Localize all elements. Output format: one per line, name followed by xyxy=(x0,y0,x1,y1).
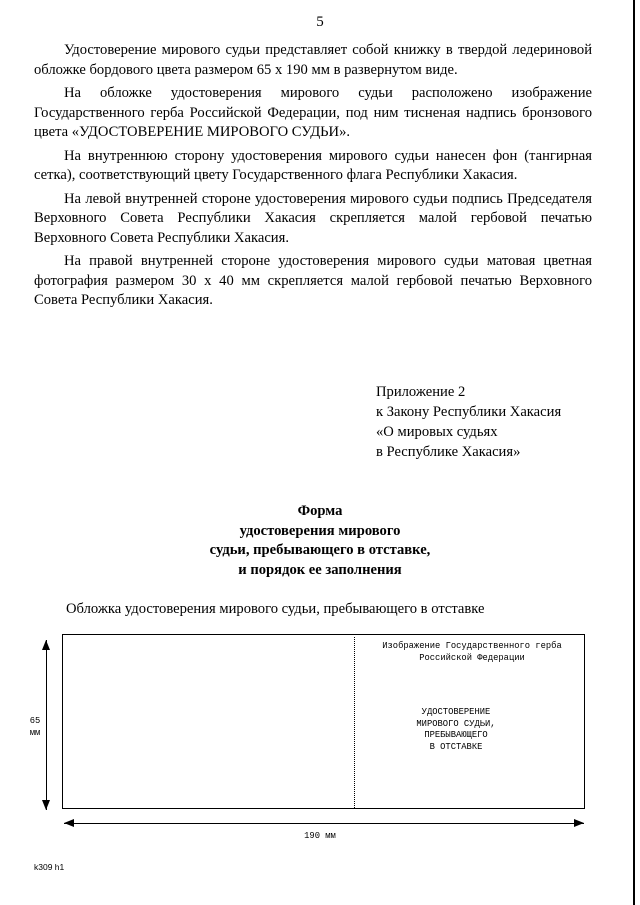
width-dimension-line xyxy=(64,823,584,824)
coat-of-arms-placeholder xyxy=(366,641,578,664)
cover-title-line-3: ПРЕБЫВАЮЩЕГО xyxy=(424,730,488,740)
height-dimension-label xyxy=(22,716,48,739)
form-title-line-1: Форма xyxy=(297,503,343,519)
cover-caption: Обложка удостоверения мирового судьи, пребывающего в отставке xyxy=(66,601,485,617)
gerb-line-1: Изображение Государственного герба xyxy=(382,641,562,651)
appendix-line-4: в Республике Хакасия» xyxy=(376,444,521,460)
paragraph-4: На левой внутренней стороне удостоверения мирового судьи подпись Председателя Верховного Совета Республики Хакасия скрепляется малой гербовой печатью Верховного Совета Республики Хакасия. xyxy=(34,190,592,246)
arrow-down-icon xyxy=(42,800,50,810)
paragraph-1: Удостоверение мирового судьи представляет собой книжку в твердой ледериновой обложке бордового цвета размером 65 х 190 мм в развернутом виде. xyxy=(34,42,592,78)
form-title-line-2: удостоверения мирового xyxy=(239,522,401,539)
page-edge-rule xyxy=(633,0,635,905)
cover-inscription xyxy=(398,707,514,753)
form-title xyxy=(0,502,640,580)
arrow-up-icon xyxy=(42,640,50,650)
page-number: 5 xyxy=(316,14,324,30)
body-text xyxy=(34,41,592,315)
footer-document-code: k309 h1 xyxy=(34,862,65,872)
appendix-line-1: Приложение 2 xyxy=(376,384,466,400)
cover-title-line-1: УДОСТОВЕРЕНИЕ xyxy=(421,707,491,717)
paragraph-2: На обложке удостоверения мирового судьи расположено изображение Государственного герба Российской Федерации, под ним тисненая надпись бронзового цвета «УДОСТОВЕРЕНИЕ МИРОВОГО СУДЬИ». xyxy=(34,85,592,140)
appendix-line-2: к Закону Республики Хакасия xyxy=(376,404,562,420)
paragraph-3: На внутреннюю сторону удостоверения мирового судьи нанесен фон (тангирная сетка), соответствующий цвету Государственного флага Республики Хакасия. xyxy=(34,147,592,183)
cover-title-line-4: В ОТСТАВКЕ xyxy=(429,741,483,752)
cover-title-line-2: МИРОВОГО СУДЬИ, xyxy=(416,718,496,729)
arrow-left-icon xyxy=(64,819,74,827)
appendix-note xyxy=(376,382,561,462)
cover-fold-line xyxy=(354,637,355,808)
form-title-line-3: судьи, пребывающего в отставке, xyxy=(209,542,431,558)
height-value: 65 xyxy=(29,716,41,726)
gerb-line-2: Российской Федерации xyxy=(419,652,525,663)
appendix-line-3: «О мировых судьях xyxy=(376,424,498,440)
height-unit: мм xyxy=(29,727,41,738)
arrow-right-icon xyxy=(574,819,584,827)
width-dimension-label: 190 мм xyxy=(304,831,336,841)
paragraph-5: На правой внутренней стороне удостоверения мирового судьи матовая цветная фотография размером 30 х 40 мм скрепляется малой гербовой печатью Верховного Совета Республики Хакасия. xyxy=(34,253,592,308)
form-title-line-4: и порядок ее заполнения xyxy=(238,561,402,578)
